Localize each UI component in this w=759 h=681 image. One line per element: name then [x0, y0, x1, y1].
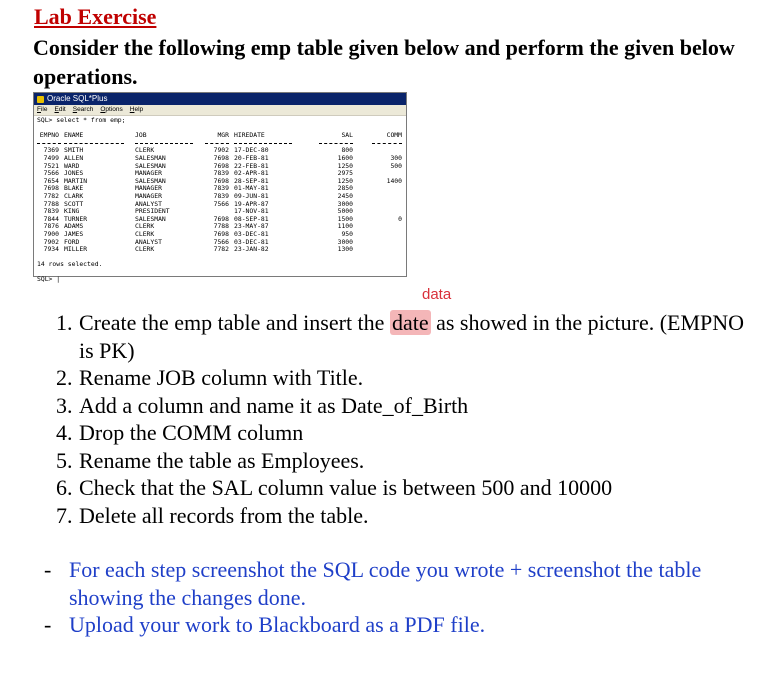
table-cell: 7654	[43, 176, 59, 185]
table-cell: 7698	[213, 229, 229, 238]
table-cell: 7902	[213, 146, 229, 155]
table-cell: 5000	[337, 207, 353, 216]
column-separator	[372, 143, 402, 144]
table-cell: FORD	[64, 237, 80, 246]
task-item	[56, 364, 759, 392]
task-number: 3.	[56, 392, 73, 418]
column-separator	[319, 143, 353, 144]
table-cell: 7698	[213, 214, 229, 223]
oracle-app-icon	[37, 96, 44, 103]
table-cell: 7876	[43, 222, 59, 231]
table-cell: MARTIN	[64, 176, 88, 185]
table-cell: ANALYST	[135, 237, 162, 246]
note-item	[44, 611, 749, 639]
table-cell: 20-FEB-81	[234, 153, 269, 162]
table-cell: CLARK	[64, 191, 84, 200]
table-cell: 7782	[213, 245, 229, 254]
table-cell: 7566	[43, 169, 59, 178]
table-cell: 500	[390, 161, 402, 170]
table-cell: 7839	[213, 191, 229, 200]
table-cell: 7698	[213, 153, 229, 162]
table-cell: 7788	[213, 222, 229, 231]
dash-bullet: -	[44, 557, 52, 582]
menu-item-edit[interactable]: Edit	[54, 106, 66, 113]
table-cell: 3000	[337, 237, 353, 246]
table-cell: ALLEN	[64, 153, 84, 162]
menu-item-help[interactable]: Help	[129, 106, 144, 113]
task-number: 1.	[56, 310, 73, 335]
table-cell: ANALYST	[135, 199, 162, 208]
table-cell: 1250	[337, 176, 353, 185]
table-cell: 7698	[43, 184, 59, 193]
table-cell: 08-SEP-81	[234, 214, 269, 223]
window-title: Oracle SQL*Plus	[47, 94, 108, 103]
task-text: Add a column and name it as Date_of_Birth	[79, 392, 469, 418]
table-cell: 03-DEC-81	[234, 237, 269, 246]
dash-bullet: -	[44, 612, 52, 637]
table-cell: 1600	[337, 153, 353, 162]
table-cell: CLERK	[135, 222, 155, 231]
table-cell: PRESIDENT	[135, 207, 170, 216]
table-cell: KING	[64, 207, 80, 216]
task-item	[56, 392, 759, 420]
table-cell: 2450	[337, 191, 353, 200]
column-header: COMM	[386, 131, 402, 140]
table-cell: SMITH	[64, 146, 84, 155]
sqlplus-screenshot	[33, 92, 407, 284]
task-text: Drop the COMM column	[79, 420, 304, 445]
column-header: JOB	[135, 131, 147, 140]
table-cell: MANAGER	[135, 169, 162, 178]
column-separator	[234, 143, 292, 144]
task-text: Rename JOB column with Title.	[79, 365, 364, 390]
table-cell: SALESMAN	[135, 214, 166, 223]
table-cell: 1400	[386, 176, 402, 185]
task-text: Check that the SAL column value is between 500 and 10000	[79, 475, 613, 500]
table-cell: 03-DEC-81	[234, 229, 269, 238]
task-item	[56, 474, 759, 502]
table-cell: 950	[341, 229, 353, 238]
column-header: ENAME	[64, 131, 84, 140]
table-cell: 17-DEC-80	[234, 146, 269, 155]
table-cell: SCOTT	[64, 199, 84, 208]
table-cell: 7902	[43, 237, 59, 246]
menu-item-options[interactable]: Options	[100, 106, 123, 113]
table-cell: 1500	[337, 214, 353, 223]
table-row	[37, 246, 406, 254]
note-text: For each step screenshot the SQL code you wrote + screenshot the table showing the changes done.	[69, 557, 702, 610]
task-item	[56, 309, 759, 364]
task-text-continued: as showed in the picture. (EMPNO is PK)	[79, 310, 745, 363]
table-cell: 7844	[43, 214, 59, 223]
table-cell: 1100	[337, 222, 353, 231]
submission-notes	[44, 556, 749, 639]
table-cell: 01-MAY-81	[234, 184, 269, 193]
task-text: Delete all records from the table.	[79, 502, 369, 528]
column-header: EMPNO	[39, 131, 59, 140]
column-separator	[64, 143, 124, 144]
table-cell: 1250	[337, 161, 353, 170]
task-number: 6.	[56, 475, 73, 500]
task-item	[56, 447, 759, 475]
table-cell: 19-APR-87	[234, 199, 269, 208]
column-separator	[205, 143, 229, 144]
table-cell: 7566	[213, 237, 229, 246]
table-cell: TURNER	[64, 214, 88, 223]
table-cell: 7566	[213, 199, 229, 208]
sqlplus-menu-bar	[34, 105, 406, 116]
table-cell: JAMES	[64, 229, 84, 238]
sqlplus-console	[34, 116, 406, 284]
table-cell: 3000	[337, 199, 353, 208]
column-header-row	[37, 132, 406, 140]
table-cell: SALESMAN	[135, 161, 166, 170]
table-cell: MANAGER	[135, 184, 162, 193]
table-cell: 17-NOV-81	[234, 207, 269, 216]
sql-prompt[interactable]: SQL> |	[37, 275, 61, 284]
table-cell: 7900	[43, 229, 59, 238]
table-cell: 02-APR-81	[234, 169, 269, 178]
task-text: Create the emp table and insert the	[79, 310, 390, 335]
table-cell: 22-FEB-81	[234, 161, 269, 170]
table-cell: 7698	[213, 176, 229, 185]
table-cell: BLAKE	[64, 184, 84, 193]
menu-item-search[interactable]: Search	[72, 106, 94, 113]
task-text: Rename the table as Employees.	[79, 447, 365, 473]
table-cell: SALESMAN	[135, 176, 166, 185]
table-cell: 7782	[43, 191, 59, 200]
sqlplus-title-bar	[34, 93, 406, 105]
column-header: SAL	[341, 131, 353, 140]
exercise-instructions: Consider the following emp table given below and perform the given below operations.	[33, 35, 735, 89]
column-header: MGR	[217, 131, 229, 140]
table-cell: CLERK	[135, 146, 155, 155]
table-cell: 1300	[337, 245, 353, 254]
table-cell: ADAMS	[64, 222, 84, 231]
table-cell: 800	[341, 146, 353, 155]
task-number: 2.	[56, 365, 73, 390]
blank-line	[37, 269, 406, 277]
task-item	[56, 502, 759, 530]
table-cell: CLERK	[135, 229, 155, 238]
table-cell: MILLER	[64, 245, 88, 254]
table-cell: JONES	[64, 169, 84, 178]
table-cell: 7839	[213, 184, 229, 193]
highlighted-word: date	[391, 310, 429, 335]
column-separator	[37, 143, 61, 144]
table-cell: 2975	[337, 169, 353, 178]
table-cell: 7369	[43, 146, 59, 155]
menu-item-file[interactable]: File	[37, 106, 48, 113]
annotation-label: data	[422, 286, 452, 303]
table-cell: 7788	[43, 199, 59, 208]
table-cell: 23-MAY-87	[234, 222, 269, 231]
task-list	[56, 309, 759, 529]
task-number: 4.	[56, 420, 73, 445]
task-item	[56, 419, 759, 447]
note-text: Upload your work to Blackboard as a PDF file.	[69, 612, 486, 637]
table-cell: 7521	[43, 161, 59, 170]
note-item	[44, 556, 749, 611]
task-number: 5.	[56, 447, 73, 473]
table-cell: 28-SEP-81	[234, 176, 269, 185]
table-cell: 7839	[43, 207, 59, 216]
lab-title: Lab Exercise	[34, 4, 157, 29]
table-cell: 2850	[337, 184, 353, 193]
table-cell: 09-JUN-81	[234, 191, 269, 200]
column-header: HIREDATE	[234, 131, 265, 140]
table-cell: WARD	[64, 161, 80, 170]
table-cell: 7698	[213, 161, 229, 170]
table-cell: 7839	[213, 169, 229, 178]
table-cell: 7499	[43, 153, 59, 162]
table-cell: 300	[390, 153, 402, 162]
table-cell: 7934	[43, 245, 59, 254]
table-cell: 23-JAN-82	[234, 245, 269, 254]
column-separator	[135, 143, 193, 144]
table-cell: MANAGER	[135, 191, 162, 200]
sql-command: SQL> select * from emp;	[37, 116, 126, 124]
table-cell: CLERK	[135, 245, 155, 254]
table-cell: 0	[398, 214, 402, 223]
table-cell: SALESMAN	[135, 153, 166, 162]
task-number: 7.	[56, 502, 73, 528]
rows-selected-status: 14 rows selected.	[37, 260, 103, 269]
